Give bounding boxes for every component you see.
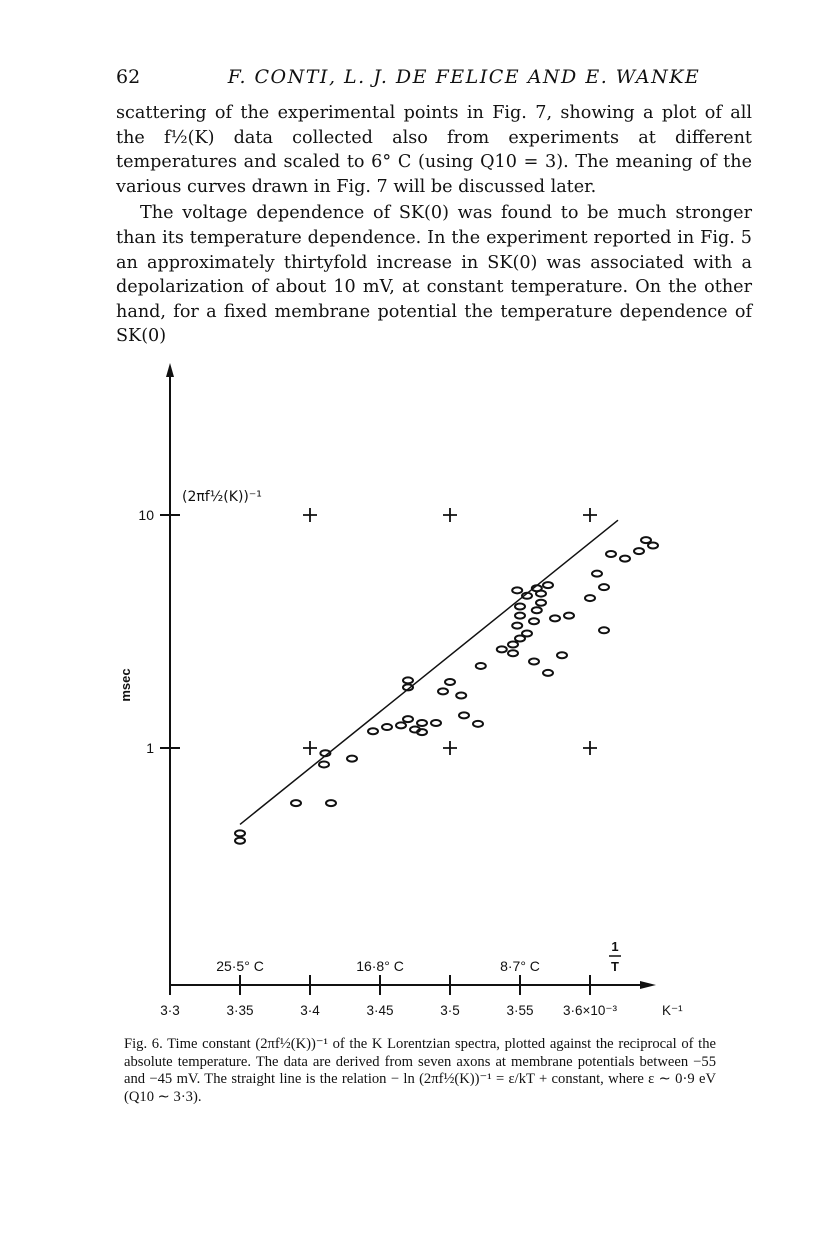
grid-cross-mark: [443, 508, 457, 522]
data-point: [438, 688, 448, 694]
x-tick-label: 3·5: [440, 1003, 460, 1018]
paragraph-1-text: scattering of the experimental points in Fig. 7, showing a plot of all the f½(K) data collected also from experiments at different temperatures and scaled to 6° C (using Q10 = 3). The meaning of the various curves drawn in Fig. 7 will be discussed later.: [116, 103, 752, 197]
y-tick-label: 10: [138, 507, 154, 523]
x-tick-label: 3·35: [226, 1003, 254, 1018]
data-point: [291, 800, 301, 806]
data-point: [497, 646, 507, 652]
x-tick-label: 3·45: [366, 1003, 394, 1018]
data-point: [536, 600, 546, 606]
fit-line: [240, 520, 618, 824]
data-point: [368, 728, 378, 734]
chart-axes: [118, 363, 683, 1018]
data-point: [564, 613, 574, 619]
x-tick-label: 3·3: [160, 1003, 180, 1018]
data-point: [417, 720, 427, 726]
data-point: [235, 838, 245, 844]
data-point: [543, 670, 553, 676]
data-point: [382, 724, 392, 730]
body-text: [116, 101, 752, 349]
data-point: [599, 584, 609, 590]
running-header: [116, 66, 752, 96]
data-point: [235, 830, 245, 836]
inverse-t-numerator: 1: [611, 939, 619, 954]
authors-header: F. CONTI, L. J. DE FELICE AND E. WANKE: [227, 66, 701, 88]
x-tick-label: 3·6×10⁻³: [562, 1003, 618, 1018]
data-point: [648, 542, 658, 548]
data-point: [403, 677, 413, 683]
data-point: [529, 618, 539, 624]
figure-caption: [124, 1036, 716, 1106]
data-point: [319, 761, 329, 767]
data-point: [508, 650, 518, 656]
chart-marks: [240, 508, 618, 824]
data-point: [634, 548, 644, 554]
grid-cross-mark: [303, 508, 317, 522]
data-point: [515, 603, 525, 609]
y-axis-arrow: [166, 363, 174, 377]
x-tick-label: 3·4: [300, 1003, 320, 1018]
data-point: [512, 623, 522, 629]
data-point: [557, 652, 567, 658]
data-points: [235, 537, 658, 844]
data-point: [476, 663, 486, 669]
data-point: [515, 613, 525, 619]
data-point: [529, 659, 539, 665]
paragraph-2: [116, 201, 752, 349]
data-point: [606, 551, 616, 557]
grid-cross-mark: [583, 508, 597, 522]
data-point: [543, 582, 553, 588]
x-tick-label: 3·55: [506, 1003, 534, 1018]
y-axis-label: msec: [118, 668, 133, 702]
data-point: [550, 615, 560, 621]
data-point: [620, 556, 630, 562]
data-point: [512, 587, 522, 593]
data-point: [592, 571, 602, 577]
grid-cross-mark: [443, 741, 457, 755]
paragraph-1: [116, 101, 752, 199]
data-point: [508, 642, 518, 648]
x-axis-arrow: [640, 981, 656, 989]
data-point: [585, 595, 595, 601]
data-point: [403, 684, 413, 690]
temperature-label: 25·5° C: [216, 958, 264, 974]
temperature-label: 8·7° C: [500, 958, 540, 974]
y-tick-label: 1: [146, 740, 154, 756]
data-point: [326, 800, 336, 806]
data-point: [532, 607, 542, 613]
data-point: [445, 679, 455, 685]
data-point: [459, 712, 469, 718]
inverse-t-denominator: T: [611, 959, 619, 974]
data-point: [522, 631, 532, 637]
temperature-label: 16·8° C: [356, 958, 404, 974]
caption-text: Fig. 6. Time constant (2πf½(K))⁻¹ of the K Lorentzian spectra, plotted against the reciprocal of the absolute temperature. The data are derived from seven axons at membrane potentials between −55 and −45 mV. The straight line is the relation − ln (2πf½(K))⁻¹ = ε/kT + constant, where ε ∼ 0·9 eV (Q10 ∼ 3·3).: [124, 1036, 716, 1105]
data-point: [347, 756, 357, 762]
data-point: [396, 722, 406, 728]
data-point: [473, 721, 483, 727]
grid-cross-mark: [303, 741, 317, 755]
grid-cross-mark: [583, 741, 597, 755]
paragraph-2-text: The voltage dependence of SK(0) was found to be much stronger than its temperature dependence. In the experiment reported in Fig. 5 an approximately thirtyfold increase in SK(0) was associated with a depolarization of about 10 mV, at constant temperature. On the other hand, for a fixed membrane potential the temperature dependence of SK(0): [116, 203, 752, 347]
data-point: [599, 627, 609, 633]
x-axis-unit-label: K⁻¹: [662, 1003, 683, 1018]
page-number: 62: [116, 66, 141, 88]
data-point: [431, 720, 441, 726]
data-point: [456, 693, 466, 699]
figure-6-chart: [0, 355, 816, 1025]
series-label: (2πf½(K))⁻¹: [182, 489, 262, 505]
data-point: [403, 716, 413, 722]
